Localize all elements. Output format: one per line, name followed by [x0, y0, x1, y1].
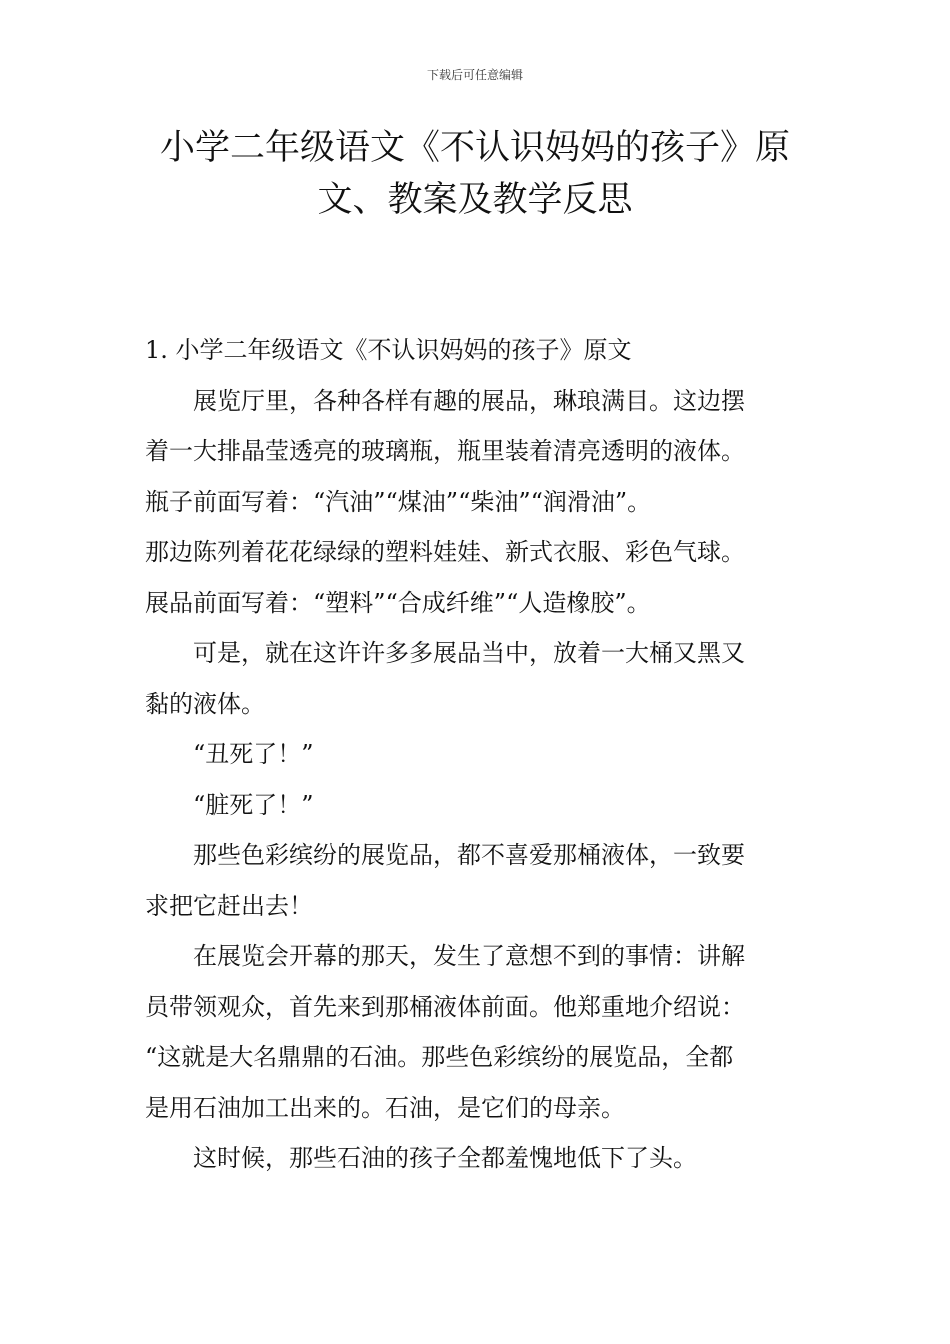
text-line: 可是，就在这许许多多展品当中，放着一大桶又黑又: [193, 639, 745, 667]
title-line: 小学二年级语文《不认识妈妈的孩子》原: [159, 128, 790, 168]
text-line: 展品前面写着：“塑料”“合成纤维”“人造橡胶”。: [145, 588, 651, 617]
paragraph: [145, 830, 810, 931]
document-title: [110, 122, 840, 226]
text-line: 那边陈列着花花绿绿的塑料娃娃、新式衣服、彩色气球。: [145, 538, 745, 566]
text-line: 黏的液体。: [145, 689, 265, 718]
paragraph: [145, 376, 810, 629]
document-body: [145, 325, 810, 1184]
text-line: 求把它赶出去！: [145, 891, 313, 920]
text-line: 着一大排晶莹透亮的玻璃瓶，瓶里装着清亮透明的液体。: [145, 437, 745, 465]
text-line: 员带领观众，首先来到那桶液体前面。他郑重地介绍说：: [145, 992, 745, 1021]
text-line: 展览厅里，各种各样有趣的展品，琳琅满目。这边摆: [193, 386, 745, 415]
text-line: 那些色彩缤纷的展览品，都不喜爱那桶液体，一致要: [193, 841, 745, 869]
text-line: 是用石油加工出来的。石油，是它们的母亲。: [145, 1093, 625, 1122]
text-line: 瓶子前面写着：“汽油”“煤油”“柴油”“润滑油”。: [145, 487, 652, 516]
text-line: 在展览会开幕的那天，发生了意想不到的事情：讲解: [193, 942, 745, 970]
text-line: “这就是大名鼎鼎的石油。那些色彩缤纷的展览品，全都: [145, 1043, 734, 1071]
header-note: 下载后可任意编辑: [426, 68, 523, 82]
section-heading: 1. 小学二年级语文《不认识妈妈的孩子》原文: [145, 336, 632, 364]
title-line: 文、教案及教学反思: [317, 180, 633, 220]
paragraph: [145, 931, 810, 1133]
text-line: 这时候，那些石油的孩子全都羞愧地低下了头。: [193, 1144, 697, 1172]
paragraph: [145, 1133, 810, 1184]
paragraph: [145, 729, 810, 780]
paragraph: [145, 628, 810, 729]
paragraph: [145, 780, 810, 831]
text-line: “脏死了！”: [193, 790, 314, 819]
text-line: “丑死了！”: [193, 740, 314, 768]
